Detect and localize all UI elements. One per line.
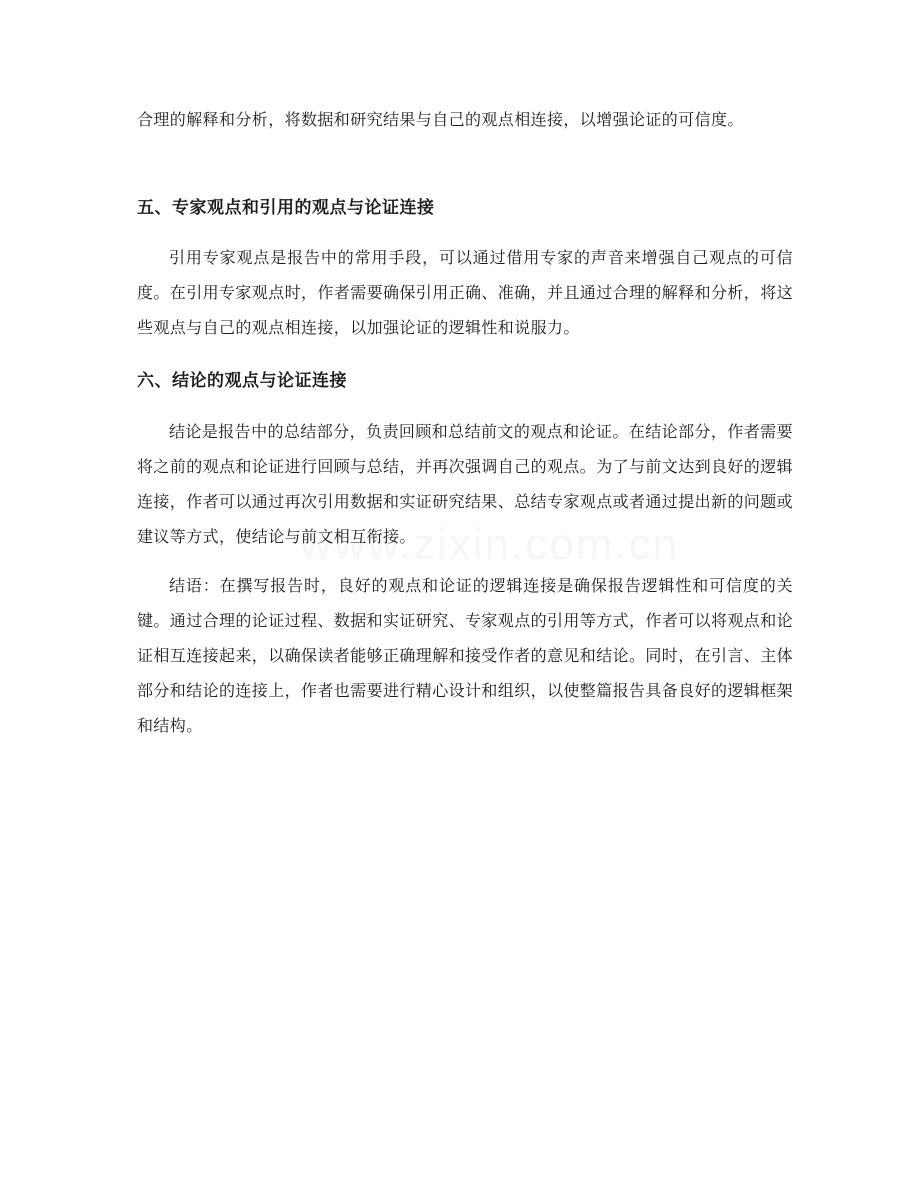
section-6-paragraph: 结论是报告中的总结部分，负责回顾和总结前文的观点和论证。在结论部分，作者需要将之前的观点和论证进行回顾与总结，并再次强调自己的观点。为了与前文达到良好的逻辑连接，作者可以通过再次引用数据和实证研究结果、总结专家观点或者通过提出新的问题或建议等方式，使结论与前文相互衔接。 [137, 422, 794, 546]
closing-paragraph: 结语：在撰写报告时，良好的观点和论证的逻辑连接是确保报告逻辑性和可信度的关键。通过合理的论证过程、数据和实证研究、专家观点的引用等方式，作者可以将观点和论证相互连接起来，以确保读者能够正确理解和接受作者的意见和结论。同时，在引言、主体部分和结论的连接上，作者也需要进行精心设计和组织，以使整篇报告具备良好的逻辑框架和结构。 [137, 576, 794, 735]
section-5-heading: 五、专家观点和引用的观点与论证连接 [137, 198, 435, 218]
section-6-heading: 六、结论的观点与论证连接 [137, 371, 347, 391]
section-5-paragraph: 引用专家观点是报告中的常用手段，可以通过借用专家的声音来增强自己观点的可信度。在引用专家观点时，作者需要确保引用正确、准确，并且通过合理的解释和分析，将这些观点与自己的观点相连接，以加强论证的逻辑性和说服力。 [137, 248, 794, 337]
continued-paragraph: 合理的解释和分析，将数据和研究结果与自己的观点相连接，以增强论证的可信度。 [137, 110, 744, 129]
